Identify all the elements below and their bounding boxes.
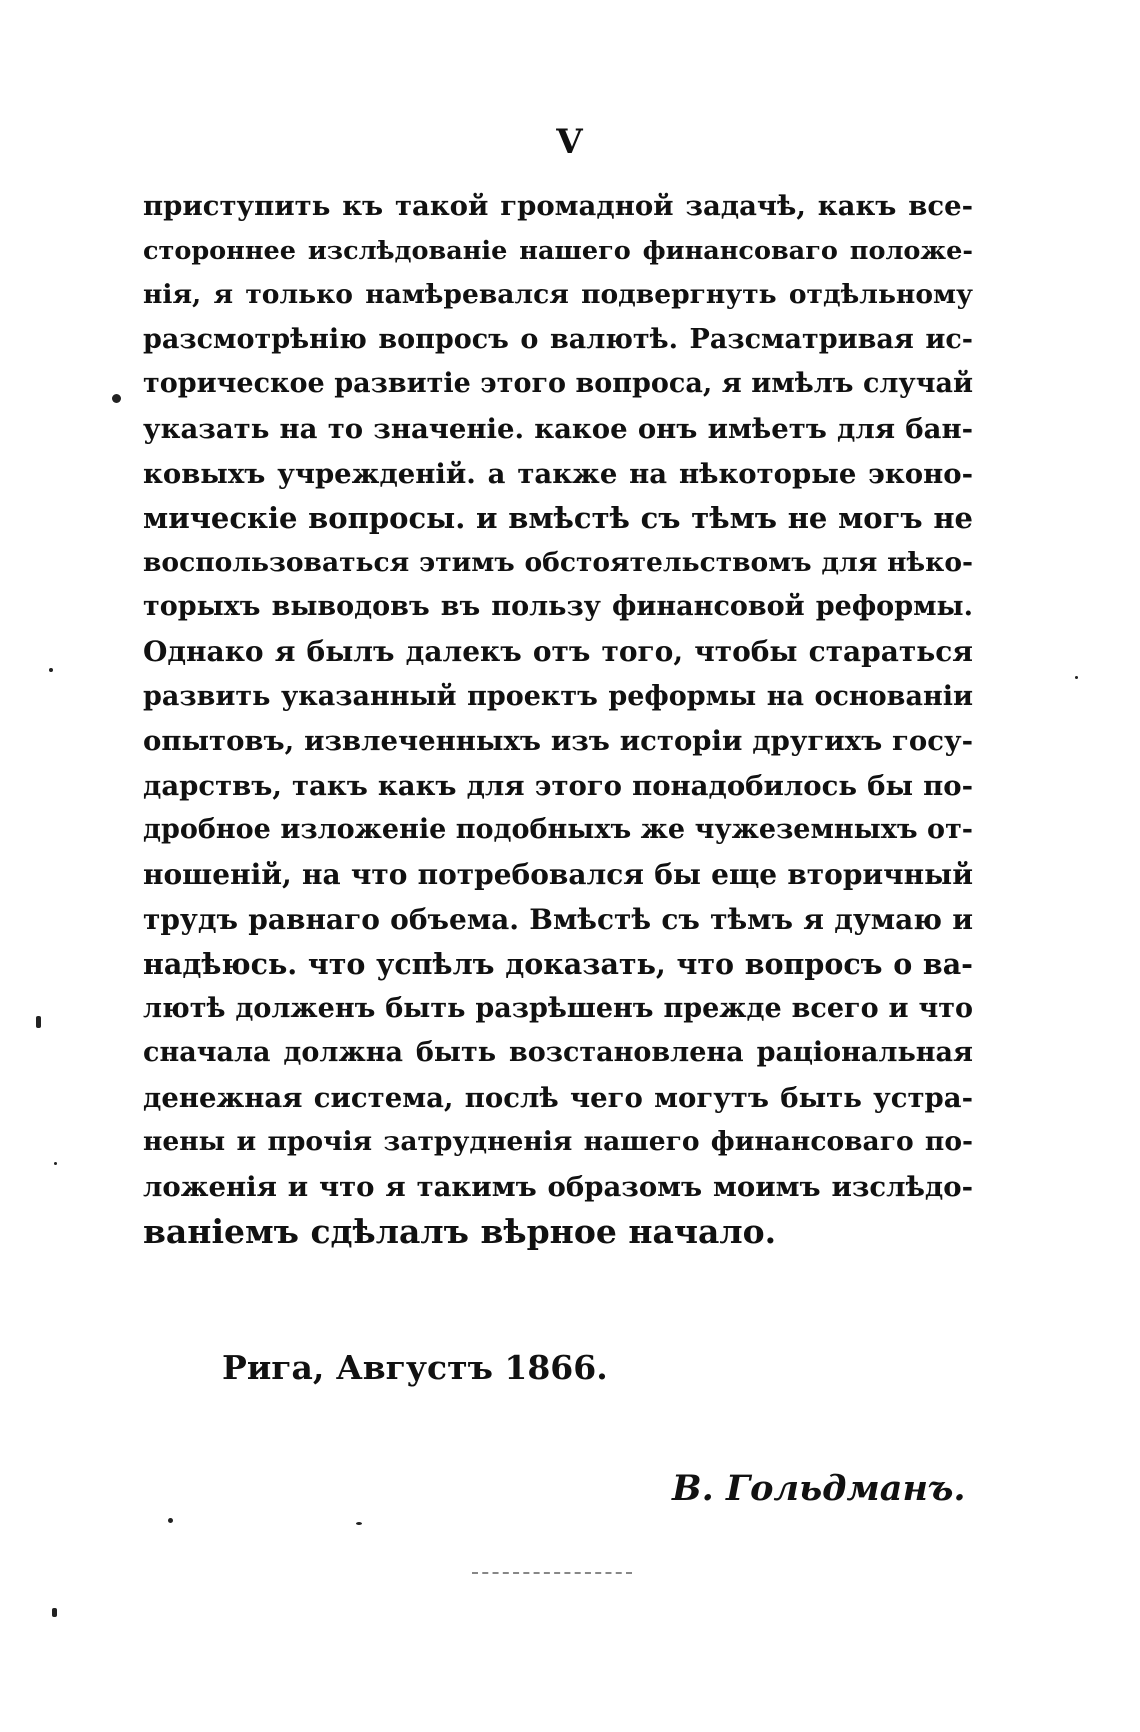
- scan-speck: [1075, 676, 1078, 679]
- text-line: ложенія и что я такимъ образомъ моимъ изслѣдо-: [143, 1171, 973, 1204]
- text-line: опытовъ, извлеченныхъ изъ исторіи другихъ госу-: [143, 725, 973, 758]
- text-line: дробное изложеніе подобныхъ же чужеземныхъ от-: [143, 814, 973, 846]
- text-line: сначала должна быть возстановлена раціональная: [143, 1037, 973, 1069]
- scan-speck: [168, 1518, 173, 1523]
- scan-speck: [52, 1608, 57, 1617]
- text-line: ношеній, на что потребовался бы еще вторичный: [143, 857, 973, 891]
- text-line: лютѣ долженъ быть разрѣшенъ прежде всего и что: [143, 992, 973, 1024]
- text-line: нія, я только намѣревался подвергнуть отдѣльному: [143, 279, 973, 311]
- signature: В. Гольдманъ.: [672, 1468, 966, 1509]
- text-line: дарствъ, такъ какъ для этого понадобилось бы по-: [143, 769, 973, 802]
- text-line: приступить къ такой громадной задачѣ, какъ все-: [143, 190, 973, 222]
- text-line: ваніемъ сдѣлалъ вѣрное начало.: [143, 1211, 777, 1251]
- place-date: Рига, Августъ 1866.: [222, 1348, 608, 1387]
- text-line: Однако я былъ далекъ отъ того, чтобы стараться: [143, 634, 973, 668]
- text-line: нены и прочія затрудненія нашего финансоваго по-: [143, 1126, 973, 1158]
- text-line: разсмотрѣнію вопросъ о валютѣ. Разсматривая ис-: [143, 323, 973, 355]
- scan-speck: [49, 668, 53, 672]
- scan-speck: [356, 1522, 362, 1525]
- scan-speck: [36, 1016, 41, 1028]
- page-number: V: [556, 122, 584, 162]
- text-line: ковыхъ учрежденій. а также на нѣкоторые эконо-: [143, 457, 973, 490]
- text-line: денежная система, послѣ чего могутъ быть устра-: [143, 1081, 973, 1114]
- text-line: воспользоваться этимъ обстоятельствомъ для нѣко-: [143, 546, 973, 578]
- text-line: стороннее изслѣдованіе нашего финансоваго положе-: [143, 235, 973, 266]
- text-line: указать на то значеніе. какое онъ имѣетъ для бан-: [143, 412, 973, 445]
- scan-mark: [472, 1572, 632, 1580]
- text-line: трудъ равнаго объема. Вмѣстѣ съ тѣмъ я думаю и: [143, 902, 973, 936]
- text-line: торическое развитіе этого вопроса, я имѣлъ случай: [143, 368, 973, 400]
- body-text: [143, 184, 973, 1254]
- scan-speck: [54, 1162, 57, 1165]
- text-line: мическіе вопросы. и вмѣстѣ съ тѣмъ не могъ не: [143, 501, 973, 536]
- text-line: торыхъ выводовъ въ пользу финансовой реформы.: [143, 591, 973, 623]
- scan-speck: [112, 394, 121, 403]
- text-line: развить указанный проектъ реформы на основаніи: [143, 680, 973, 712]
- text-line: надѣюсь. что успѣлъ доказать, что вопросъ о ва-: [143, 947, 973, 982]
